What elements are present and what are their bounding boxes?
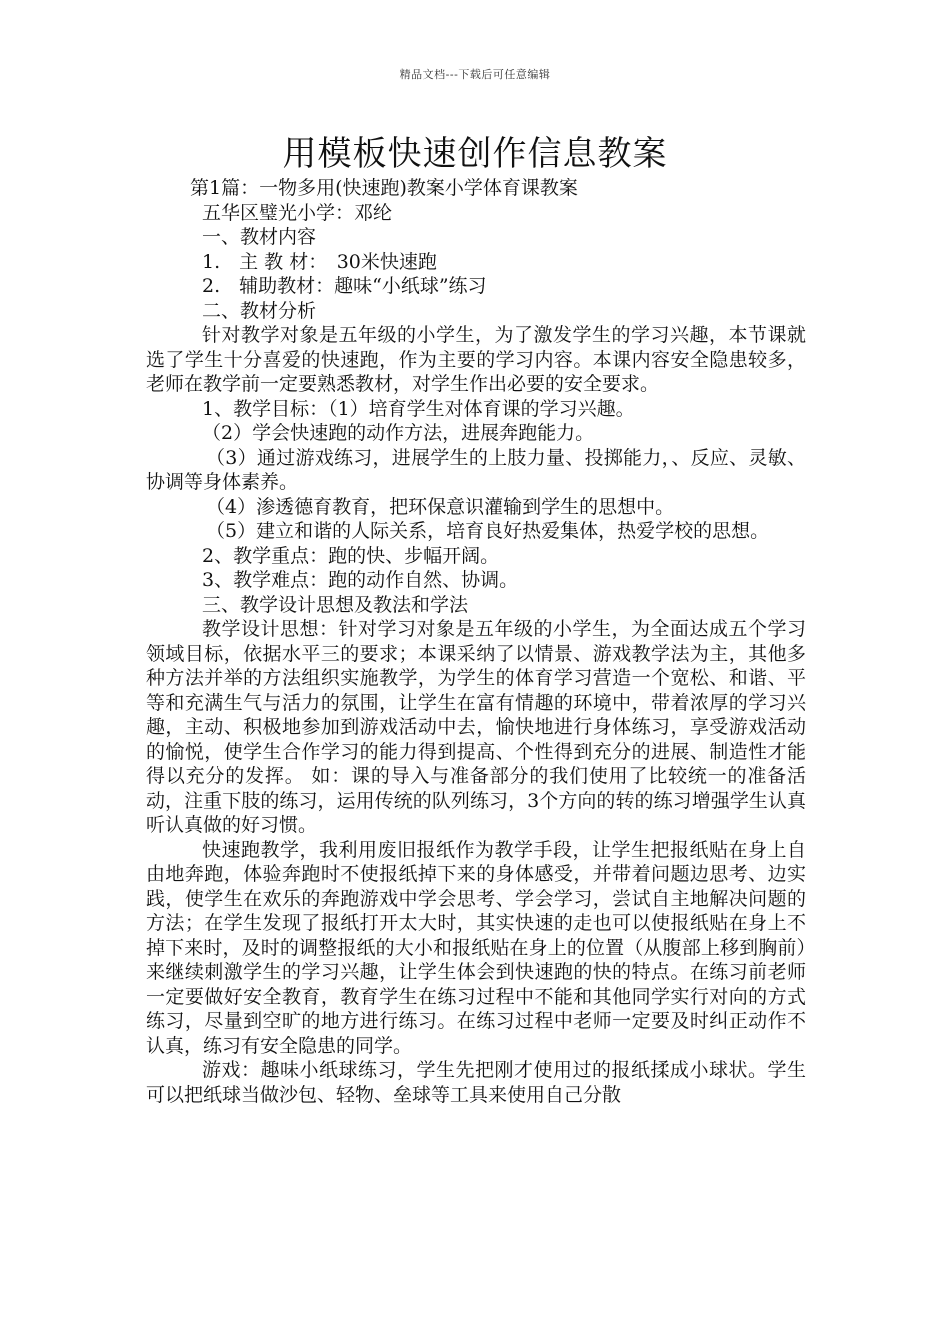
document-body [146,176,806,1107]
document-title: 用模板快速创作信息教案 [282,134,668,174]
body-paragraph: 2、教学重点：跑的快、步幅开阔。 [202,544,500,567]
body-paragraph: （2）学会快速跑的动作方法，进展奔跑能力。 [202,422,595,444]
body-paragraph: 二、教材分析 [202,299,317,322]
body-paragraph: 三、教学设计思想及教法和学法 [202,593,469,616]
body-paragraph: （5）建立和谐的人际关系，培育良好热爱集体，热爱学校的思想。 [206,520,770,542]
body-paragraph: 针对教学对象是五年级的小学生，为了激发学生的学习兴趣，本节课就选了学生十分喜爱的快速跑，作为主要的学习内容。本课内容安全隐患较多，老师在教学前一定要熟悉教材，对学生作出必要的安全要求。 [146,324,806,395]
body-paragraph: 1、教学目标：（1）培育学生对体育课的学习兴趣。 [202,397,635,420]
body-paragraph: 一、教材内容 [202,226,317,248]
body-paragraph: 快速跑教学，我利用废旧报纸作为教学手段，让学生把报纸贴在身上自由地奔跑，体验奔跑时不使报纸掉下来的身体感受，并带着问题边思考、边实践，使学生在欢乐的奔跑游戏中学会思考、学会学习，尝试自主地解决问题的方法；在学生发现了报纸打开太大时，其实快速的走也可以使报纸贴在身上不掉下来时，及时的调整报纸的大小和报纸贴在身上的位置（从腹部上移到胸前）来继续刺激学生的学习兴趣，让学生体会到快速跑的快的特点。在练习前老师一定要做好安全教育，教育学生在练习过程中不能和其他同学实行对向的方式练习，尽量到空旷的地方进行练习。在练习过程中老师一定要及时纠正动作不认真，练习有安全隐患的同学。 [146,838,806,1057]
body-paragraph: （4）渗透德育教育，把环保意识灌输到学生的思想中。 [206,495,675,518]
header-note: 精品文档---下载后可任意编辑 [399,68,551,81]
body-paragraph: 第1篇：一物多用(快速跑)教案小学体育课教案 [190,177,578,199]
body-paragraph: 游戏：趣味小纸球练习，学生先把刚才使用过的报纸揉成小球状。学生可以把纸球当做沙包、轻物、垒球等工具来使用自己分散 [146,1059,806,1106]
body-paragraph: （3）通过游戏练习，进展学生的上肢力量、投掷能力，、反应、灵敏、协调等身体素养。 [146,446,806,493]
body-paragraph: 教学设计思想：针对学习对象是五年级的小学生，为全面达成五个学习领域目标，依据水平三的要求；本课采纳了以情景、游戏教学法为主，其他多种方法并举的方法组织实施教学，为学生的体育学习营造一个宽松、和谐、平等和充满生气与活力的氛围，让学生在富有情趣的环境中，带着浓厚的学习兴趣，主动、积极地参加到游戏活动中去，愉快地进行身体练习，享受游戏活动的愉悦，使学生合作学习的能力得到提高、个性得到充分的进展、制造性才能得以充分的发挥。 如：课的导入与准备部分的我们使用了比较统一的准备活动，注重下肢的练习，运用传统的队列练习，3个方向的转的练习增强学生认真听认真做的好习惯。 [146,618,806,836]
body-paragraph: 1. 主 教 材： 30米快速跑 [202,250,437,273]
body-paragraph: 3、教学难点：跑的动作自然、协调。 [202,569,519,591]
body-paragraph: 2. 辅助教材：趣味“小纸球”练习 [202,275,487,297]
body-paragraph: 五华区璧光小学：邓纶 [202,201,393,224]
